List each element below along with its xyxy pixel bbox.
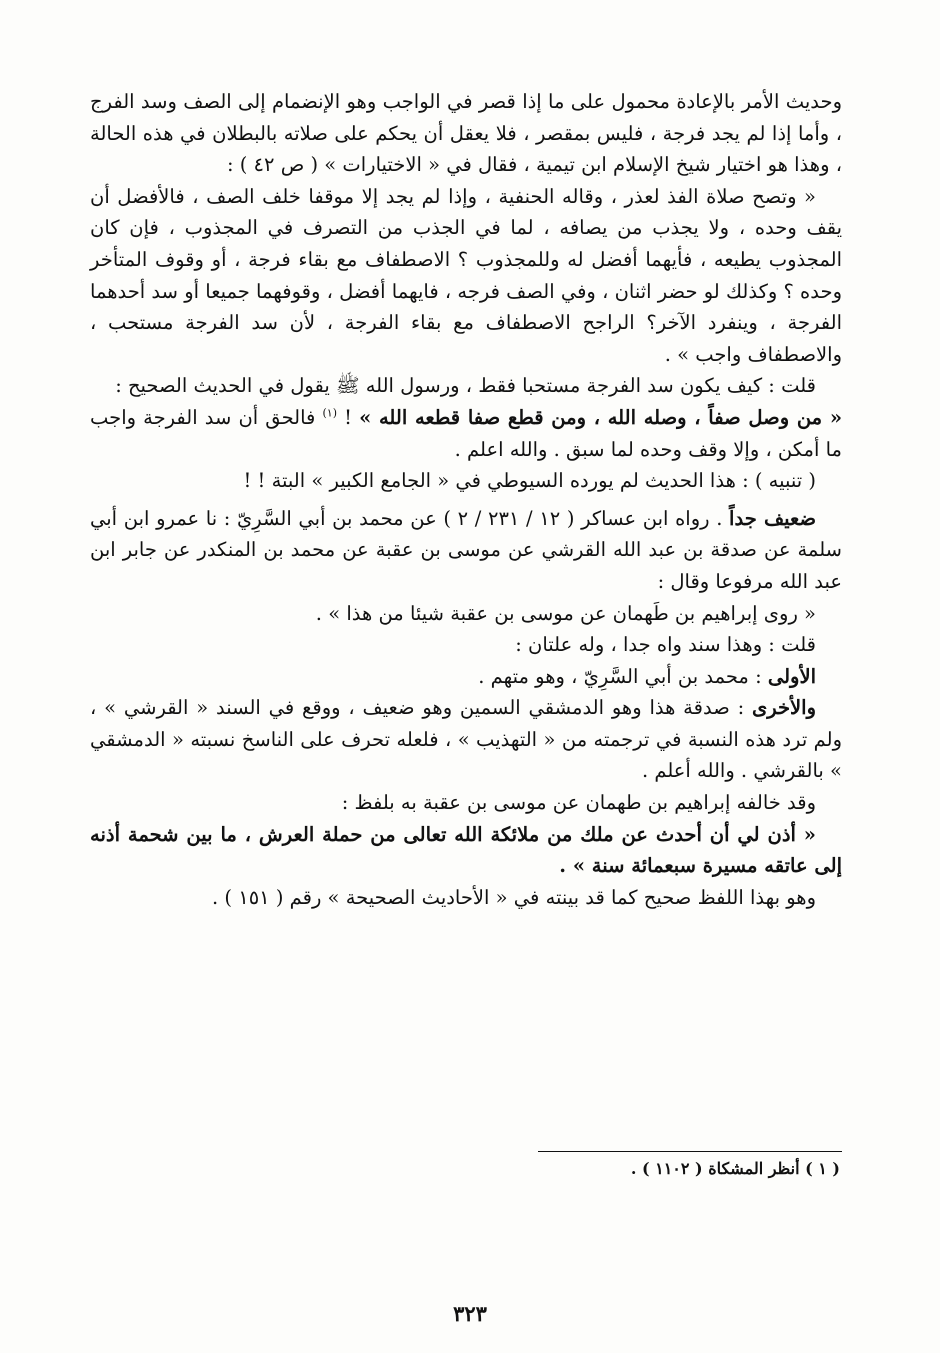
footnote-ref: (١) (322, 406, 337, 420)
closing-paragraph: وهو بهذا اللفظ صحيح كما قد بينته في « الأحاديث الصحيحة » رقم ( ١٥١ ) . (212, 885, 816, 909)
grading-label: ضعيف جداً (729, 506, 817, 530)
second-defect-label: والأخرى (751, 696, 816, 720)
second-defect-text: : صدقة هذا وهو الدمشقي السمين وهو ضعيف ، ووقع في السند « القرشي » ، ولم ترد هذه النسبة في ترجمته من « التهذيب » ، فلعله تحرف على الناسخ نسبته « الدمشقي » بالقرشي . والله أعلم . (90, 696, 842, 783)
first-defect-label: الأولى (767, 664, 816, 688)
footnote-divider (538, 1151, 842, 1152)
paragraph-comment (90, 370, 842, 465)
page-body (90, 86, 842, 913)
exclamation: ! (337, 405, 360, 429)
paragraph-1: وحديث الأمر بالإعادة محمول على ما إذا قصر في الواجب وهو الإنضمام إلى الصف وسد الفرج ، وأما إذا لم يجد فرجة ، فليس بمقصر ، فلا يعقل أن يحكم على صلاته بالبطلان في هذه الحالة ، وهذا هو اختيار شيخ الإسلام ابن تيمية ، فقال في « الاختيارات » ( ص ٤٢ ) : (90, 90, 842, 177)
authentic-wording-quote: « أذن لي أن أحدث عن ملك من ملائكة الله تعالى من حملة العرش ، ما بين شحمة أذنه إلى عاتقه مسيرة سبعمائة سنة » . (90, 822, 842, 878)
quote-ikhtiyarat: « وتصح صلاة الفذ لعذر ، وقاله الحنفية ، وإذا لم يجد إلا موقفا خلف الصف ، فالأفضل أن يقف وحده ، ولا يجذب من يصافه ، لما في الجذب من التصرف في المجذوب ، فإن كان المجذوب يطيعه ، فأيهما أفضل له وللمجذوب ؟ الاصطفاف مع بقاء فرجة ، أو وقوف المتأخر وحده ؟ وكذلك لو حضر اثنان ، وفي الصف فرجه ، فايهما أفضل ، وقوفهما جميعا أو سد أحدهما الفرجة ، وينفرد الآخر؟ الراجح الاصطفاف مع بقاء الفرجة ، لأن سد الفرجة مستحب ، والاصطفاف واجب » . (90, 184, 842, 366)
paragraph-illal: قلت : وهذا سند واه جدا ، وله علتان : (515, 633, 816, 657)
grading-paragraph (90, 503, 842, 598)
hadith-quote: « من وصل صفاً ، وصله الله ، ومن قطع صفا قطعه الله » (359, 405, 843, 429)
paragraph-contradiction: وقد خالفه إبراهيم بن طهمان عن موسى بن عقبة به بلفظ : (341, 791, 816, 815)
comment-conclusion: فالحق أن سد الفرجة واجب ما أمكن ، وإلا وقف وحده لما سبق . والله اعلم . (90, 405, 842, 461)
footnote: ( ١ ) أنظر المشكاة ( ١١٠٢ ) . (630, 1159, 840, 1178)
page-number: ٣٢٣ (453, 1301, 487, 1326)
second-defect (90, 692, 842, 787)
ibn-asakir-quote: « روى إبراهيم بن طَهمان عن موسى بن عقبة شيئا من هذا » . (315, 601, 816, 625)
first-defect-text: : محمد بن أبي السَّرِيّ ، وهو متهم . (478, 664, 768, 688)
comment-text: قلت : كيف يكون سد الفرجة مستحبا فقط ، ورسول الله ﷺ يقول في الحديث الصحيح : (115, 374, 816, 398)
grading-text: . رواه ابن عساكر ( ١٢ / ٢٣١ / ٢ ) عن محمد بن أبي السَّرِيّ : نا عمرو ابن أبي سلمة عن صدقة بن عبد الله القرشي عن موسى بن عقبة عن محمد بن المنكدر عن جابر ابن عبد الله مرفوعا وقال : (90, 506, 842, 593)
tanbih-note: ( تنبيه ) : هذا الحديث لم يورده السيوطي في « الجامع الكبير » البتة ! ! (243, 469, 816, 493)
first-defect (90, 661, 842, 693)
